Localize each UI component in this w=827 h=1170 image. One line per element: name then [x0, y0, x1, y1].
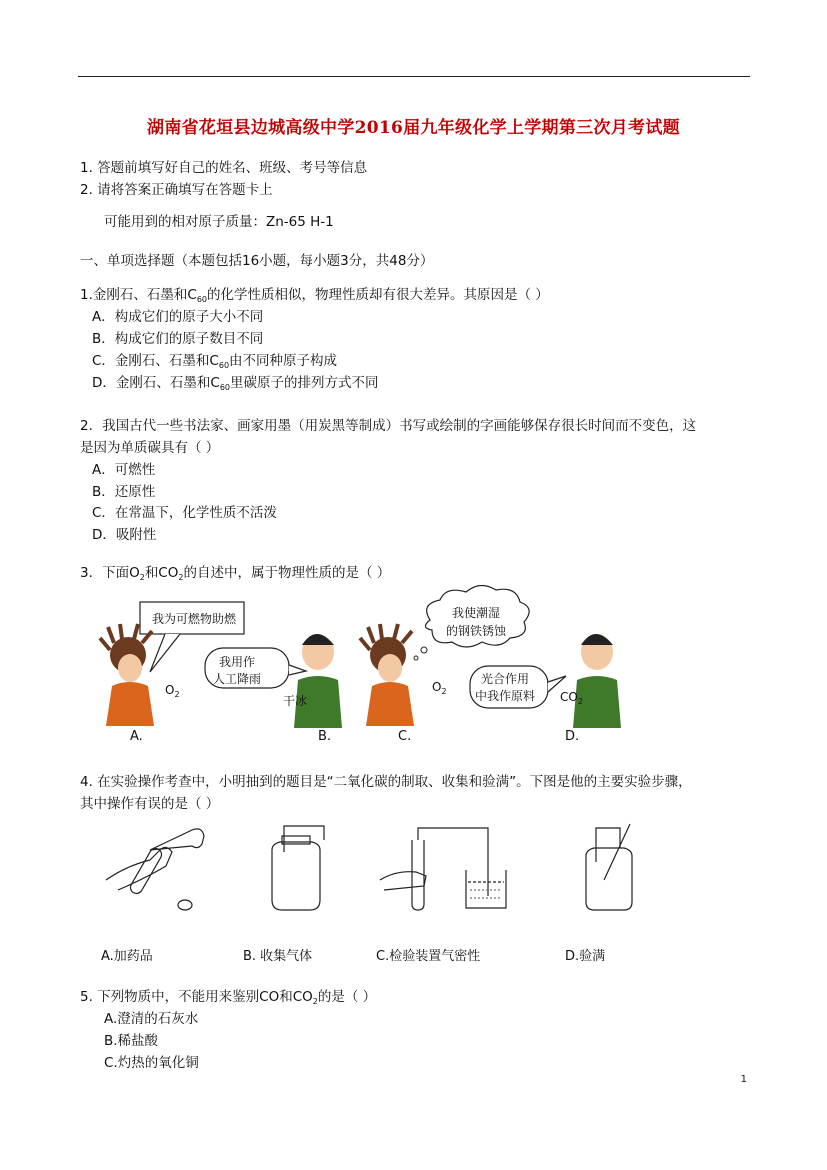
q2-option-d: D．吸附性: [92, 527, 157, 543]
q5-option-a: A.澄清的石灰水: [104, 1011, 199, 1027]
bubble-d-line2: 中我作原料: [475, 689, 536, 703]
apparatus-d-check-full: [586, 824, 632, 910]
q3-label-d: D.: [565, 729, 580, 744]
q5-stem: 5. 下列物质中，不能用来鉴别CO和$CO_2$的是（ ）: [80, 989, 377, 1006]
q4-caption-a: A.加药品: [101, 949, 153, 964]
q4-caption-b: B. 收集气体: [243, 949, 313, 964]
q3-label-a: A.: [130, 729, 143, 744]
dry-ice-label: 干冰: [283, 694, 308, 708]
apparatus-b-collect-gas: [272, 826, 324, 910]
note-2: 2. 请将答案正确填写在答题卡上: [80, 182, 273, 198]
q4-stem-line2: 其中操作有误的是（ ）: [80, 796, 220, 812]
q4-caption-c: C.检验装置气密性: [376, 949, 481, 964]
q3-label-b: B.: [318, 729, 332, 744]
q3-label-c: C.: [398, 729, 412, 744]
q2-option-b: B．还原性: [92, 484, 156, 500]
section-heading: 一、单项选择题（本题包括16小题，每小题3分，共48分）: [80, 253, 434, 269]
apparatus-c-airtightness: [380, 828, 506, 910]
q5-option-c: C.灼热的氧化铜: [104, 1055, 199, 1071]
q5-option-b: B.稀盐酸: [104, 1033, 159, 1049]
q1-option-c: C．金刚石、石墨和$C_{60}$由不同种原子构成: [92, 353, 338, 370]
bubble-b-line2: 人工降雨: [213, 672, 262, 686]
page-number: 1: [740, 1074, 747, 1085]
co2-label-d: $CO_2$: [560, 690, 583, 706]
q1-option-b: B．构成它们的原子数目不同: [92, 331, 264, 347]
q4-stem-line1: 4. 在实验操作考查中，小明抽到的题目是“二氧化碳的制取、收集和验满”。下图是他的主要实验步骤，: [80, 774, 692, 790]
page-title: 湖南省花垣县边城高级中学2016届九年级化学上学期第三次月考试题: [147, 118, 680, 138]
bubble-d-line1: 光合作用: [481, 672, 530, 686]
atomic-mass-note: 可能用到的相对原子质量：Zn-65 H-1: [104, 214, 334, 230]
q2-stem-line1: 2．我国古代一些书法家、画家用墨（用炭黑等制成）书写或绘制的字画能够保存很长时间而不变色，这: [80, 418, 697, 434]
bubble-a-text: 我为可燃物助燃: [152, 612, 237, 626]
o2-label-c: $O_2$: [432, 680, 447, 696]
q3-stem: 3．下面$O_2$和$CO_2$的自述中，属于物理性质的是（ ）: [80, 565, 391, 582]
note-1: 1. 答题前填写好自己的姓名、班级、考号等信息: [80, 160, 368, 176]
cloud-c-line2: 的钢铁锈蚀: [446, 624, 507, 638]
q2-option-c: C．在常温下，化学性质不活泼: [92, 505, 277, 521]
q4-caption-d: D.验满: [565, 949, 606, 964]
q2-stem-line2: 是因为单质碳具有（ ）: [80, 440, 220, 456]
bubble-b-line1: 我用作: [219, 655, 256, 669]
cloud-c-line1: 我使潮湿: [452, 606, 501, 620]
q2-option-a: A．可燃性: [92, 462, 156, 478]
o2-label-a: $O_2$: [165, 683, 180, 699]
q1-option-d: D．金刚石、石墨和$C_{60}$里碳原子的排列方式不同: [92, 375, 379, 392]
apparatus-a-add-reagent: [106, 829, 204, 910]
q1-stem: 1.金刚石、石墨和$C_{60}$的化学性质相似，物理性质却有很大差异。其原因是（ ）: [80, 287, 549, 304]
q1-option-a: A．构成它们的原子大小不同: [92, 309, 264, 325]
